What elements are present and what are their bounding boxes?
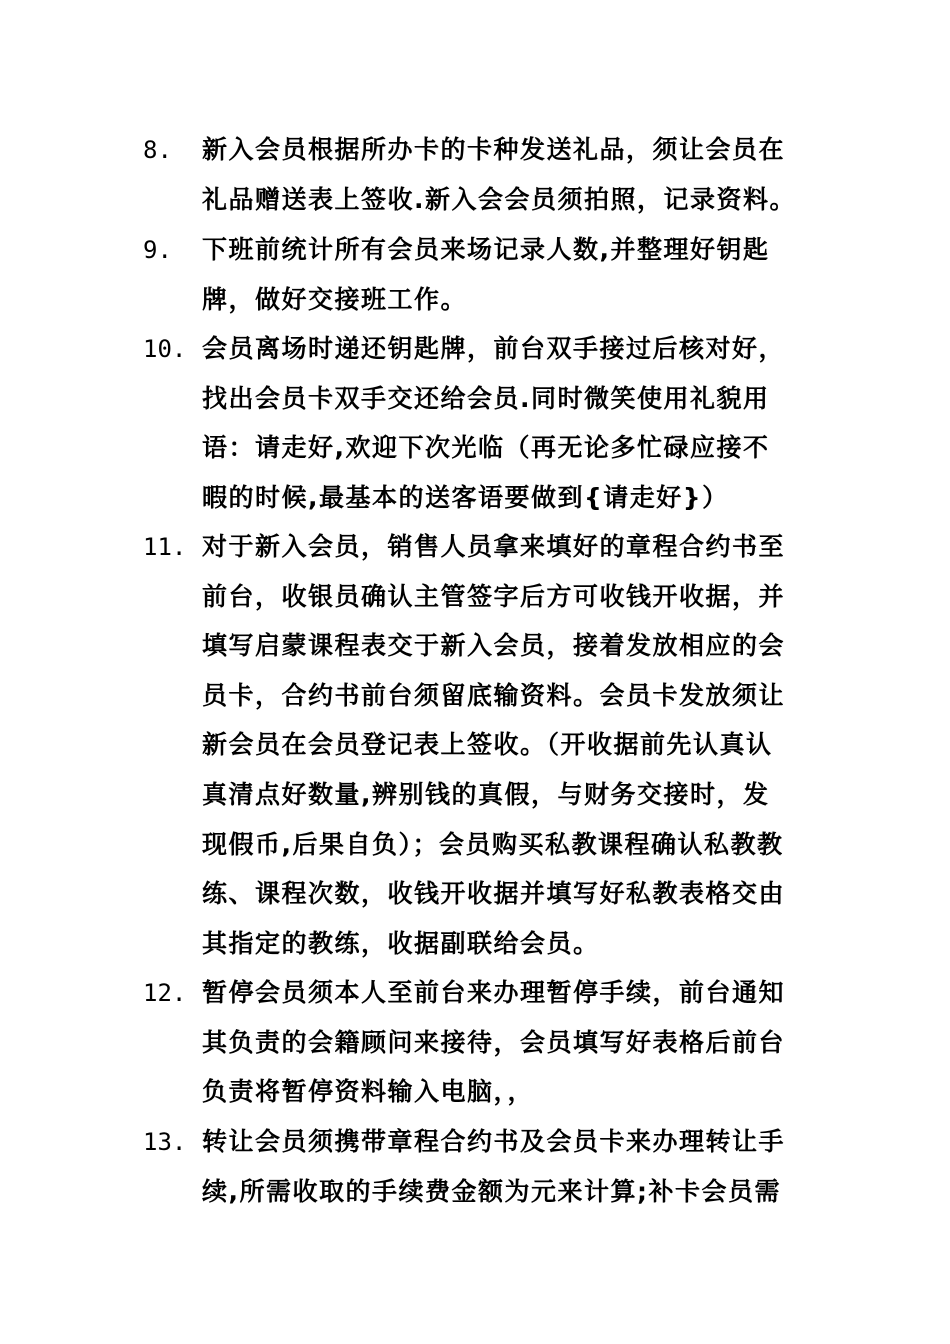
text-line: 语：请走好,欢迎下次光临（再无论多忙碌应接不: [202, 433, 770, 463]
text-line: 牌，做好交接班工作。: [202, 284, 468, 314]
item-text: [202, 125, 812, 224]
text-line: 其指定的教练，收据副联给会员。: [202, 928, 600, 958]
text-line: 其负责的会籍顾问来接待，会员填写好表格后前台: [202, 1027, 786, 1057]
text-line: 转让会员须携带章程合约书及会员卡来办理转让手: [202, 1127, 786, 1156]
item-text: [202, 1117, 812, 1216]
item-number: 12.: [143, 979, 187, 1007]
text-line: 暇的时候,最基本的送客语要做到{请走好}）: [202, 482, 729, 512]
text-line: 对于新入会员，销售人员拿来填好的章程合约书至: [202, 532, 786, 561]
text-line: 新会员在会员登记表上签收。（开收据前先认真认: [202, 730, 773, 760]
text-line: 下班前统计所有会员来场记录人数,并整理好钥匙: [202, 235, 770, 264]
item-number: 10.: [143, 335, 187, 363]
item-text: [202, 324, 812, 522]
item-text: [202, 968, 812, 1117]
text-line: 员卡，合约书前台须留底输资料。会员卡发放须让: [202, 680, 786, 710]
text-line: 前台，收银员确认主管签字后方可收钱开收据，并: [202, 581, 786, 611]
text-line: 新入会员根据所办卡的卡种发送礼品，须让会员在: [202, 135, 786, 164]
text-line: 现假币,后果自负）；会员购买私教课程确认私教教: [202, 829, 784, 859]
text-line: 暂停会员须本人至前台来办理暂停手续，前台通知: [202, 978, 786, 1007]
text-line: 负责将暂停资料输入电脑，，: [202, 1077, 535, 1107]
text-line: 会员离场时递还钥匙牌，前台双手接过后核对好，: [202, 334, 786, 363]
text-line: 真清点好数量,辨别钱的真假，与财务交接时，发: [202, 779, 770, 809]
text-line: 找出会员卡双手交还给会员.同时微笑使用礼貌用: [202, 383, 770, 413]
text-line: 礼品赠送表上签收.新入会会员须拍照，记录资料。: [202, 184, 796, 214]
item-number: 11.: [143, 533, 187, 561]
text-line: 续,所需收取的手续费金额为元来计算;补卡会员需: [202, 1176, 781, 1206]
text-line: 练、课程次数，收钱开收据并填写好私教表格交由: [202, 879, 786, 909]
item-text: [202, 522, 812, 968]
item-number: 8.: [143, 136, 172, 164]
item-text: [202, 225, 812, 324]
item-number: 9.: [143, 236, 172, 264]
text-line: 填写启蒙课程表交于新入会员，接着发放相应的会: [202, 631, 786, 661]
item-number: 13.: [143, 1128, 187, 1156]
